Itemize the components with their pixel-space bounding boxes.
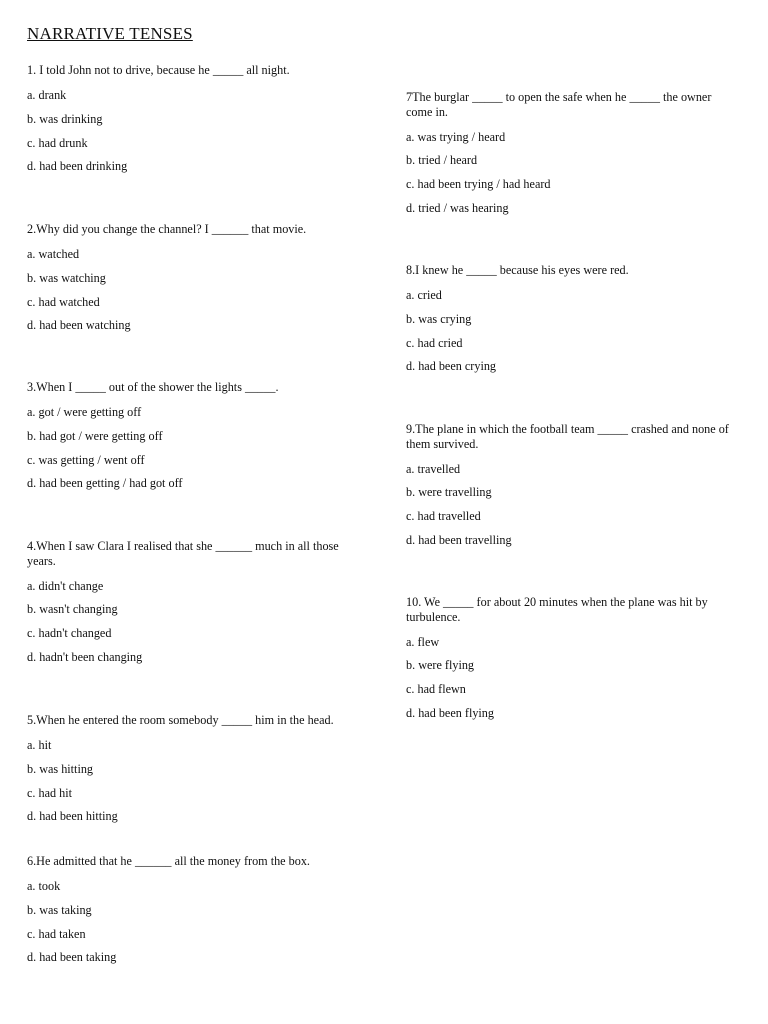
option-b: b. were travelling (406, 485, 492, 500)
question-1 (27, 63, 347, 183)
question-5 (27, 713, 347, 833)
option-c: c. had cried (406, 335, 463, 350)
option-c: c. had watched (27, 294, 100, 309)
option-a: a. flew (406, 634, 440, 649)
option-a: a. didn't change (27, 578, 104, 593)
option-a: a. cried (406, 287, 442, 302)
option-b: b. wasn't changing (27, 602, 118, 617)
option-c: c. had drunk (27, 135, 88, 150)
answer-options (406, 635, 736, 731)
option-c: c. hadn't changed (27, 626, 112, 641)
worksheet-title: NARRATIVE TENSES (27, 24, 193, 43)
option-d: d. had been taking (27, 950, 117, 965)
option-a: a. watched (27, 246, 80, 261)
question-10 (406, 595, 736, 730)
option-d: d. had been drinking (27, 159, 128, 174)
answer-options (406, 288, 736, 384)
answer-options (406, 130, 736, 226)
option-d: d. had been getting / had got off (27, 476, 183, 491)
question-stem: 2.Why did you change the channel? I ______ that movie. (27, 222, 307, 236)
question-4 (27, 539, 347, 674)
question-stem: 7The burglar _____ to open the safe when he _____ the owner come in. (406, 90, 712, 119)
answer-options (27, 405, 347, 501)
option-d: d. had been crying (406, 359, 497, 374)
question-stem: 9.The plane in which the football team _____ crashed and none of them survived. (406, 422, 729, 451)
option-c: c. had travelled (406, 509, 481, 524)
option-b: b. had got / were getting off (27, 428, 163, 443)
question-2 (27, 222, 347, 342)
option-d: d. hadn't been changing (27, 650, 143, 665)
option-a: a. travelled (406, 461, 461, 476)
answer-options (27, 247, 347, 343)
option-b: b. was watching (27, 270, 106, 285)
answer-options (27, 738, 347, 834)
option-a: a. took (27, 878, 61, 893)
question-8 (406, 263, 736, 383)
answer-options (27, 88, 347, 184)
option-c: c. had taken (27, 926, 86, 941)
question-stem: 8.I knew he _____ because his eyes were red. (406, 263, 629, 277)
option-a: a. was trying / heard (406, 129, 506, 144)
option-d: d. had been hitting (27, 809, 118, 824)
option-a: a. hit (27, 737, 52, 752)
answer-options (406, 462, 736, 558)
question-stem: 6.He admitted that he ______ all the money from the box. (27, 854, 310, 868)
question-3 (27, 380, 347, 500)
question-stem: 10. We _____ for about 20 minutes when the plane was hit by turbulence. (406, 595, 708, 624)
question-9 (406, 422, 736, 557)
option-d: d. had been watching (27, 318, 131, 333)
question-stem: 4.When I saw Clara I realised that she ______ much in all those years. (27, 539, 339, 568)
option-a: a. drank (27, 87, 67, 102)
option-d: d. had been travelling (406, 533, 512, 548)
question-7 (406, 90, 736, 225)
option-a: a. got / were getting off (27, 404, 142, 419)
answer-options (27, 579, 347, 675)
option-b: b. was crying (406, 311, 472, 326)
question-stem: 5.When he entered the room somebody _____ him in the head. (27, 713, 334, 727)
answer-options (27, 879, 347, 975)
option-c: c. had flewn (406, 682, 466, 697)
question-6 (27, 854, 347, 974)
option-b: b. was taking (27, 902, 92, 917)
option-b: b. tried / heard (406, 153, 478, 168)
option-c: c. had hit (27, 785, 73, 800)
question-stem: 3.When I _____ out of the shower the lights _____. (27, 380, 279, 394)
option-b: b. was drinking (27, 111, 103, 126)
option-b: b. was hitting (27, 761, 94, 776)
option-d: d. tried / was hearing (406, 201, 509, 216)
option-c: c. had been trying / had heard (406, 177, 551, 192)
option-d: d. had been flying (406, 706, 494, 721)
question-stem: 1. I told John not to drive, because he _____ all night. (27, 63, 290, 77)
option-b: b. were flying (406, 658, 475, 673)
option-c: c. was getting / went off (27, 452, 145, 467)
